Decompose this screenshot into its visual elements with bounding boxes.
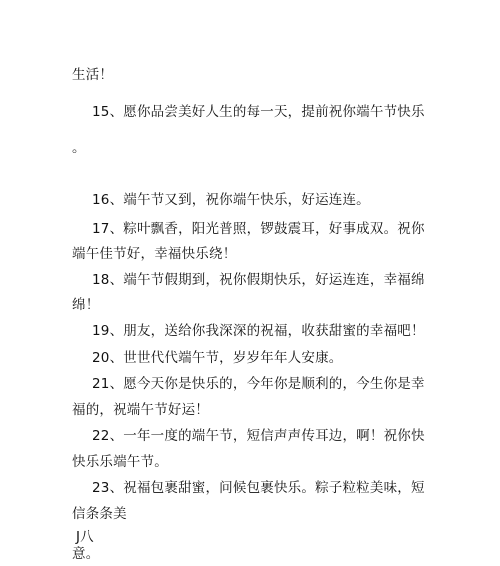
text-line: 信条条美 — [72, 506, 127, 522]
text-line: 18、端午节假期到，祝你假期快乐，好运连连，幸福绵 — [92, 272, 425, 288]
text-line: 生活！ — [72, 67, 114, 83]
text-line: 23、祝福包裹甜蜜，问候包裹快乐。粽子粒粒美味，短 — [92, 480, 425, 496]
text-line: 21、愿今天你是快乐的，今年你是顺利的，今生你是幸 — [92, 376, 425, 392]
text-line: 16、端午节又到，祝你端午快乐，好运连连。 — [92, 192, 370, 208]
text-line: 意。 — [72, 546, 100, 562]
text-line: 绵！ — [72, 297, 100, 313]
text-line: 15、愿你品尝美好人生的每一天，提前祝你端午节快乐 — [92, 104, 425, 120]
text-line: 。 — [72, 140, 86, 156]
text-line: 17、粽叶飘香，阳光普照，锣鼓震耳，好事成双。祝你 — [92, 221, 425, 237]
text-line: 快乐乐端午节。 — [72, 454, 168, 470]
text-line: 22、一年一度的端午节，短信声声传耳边，啊！祝你快 — [92, 428, 425, 444]
text-line: 19、朋友，送给你我深深的祝福，收获甜蜜的幸福吧！ — [92, 323, 425, 339]
text-line: 20、世世代代端午节，岁岁年年人安康。 — [92, 350, 343, 366]
text-line: 福的，祝端午节好运！ — [72, 402, 209, 418]
text-line: 端午佳节好，幸福快乐绕！ — [72, 246, 237, 262]
text-line: J八 — [76, 529, 94, 545]
